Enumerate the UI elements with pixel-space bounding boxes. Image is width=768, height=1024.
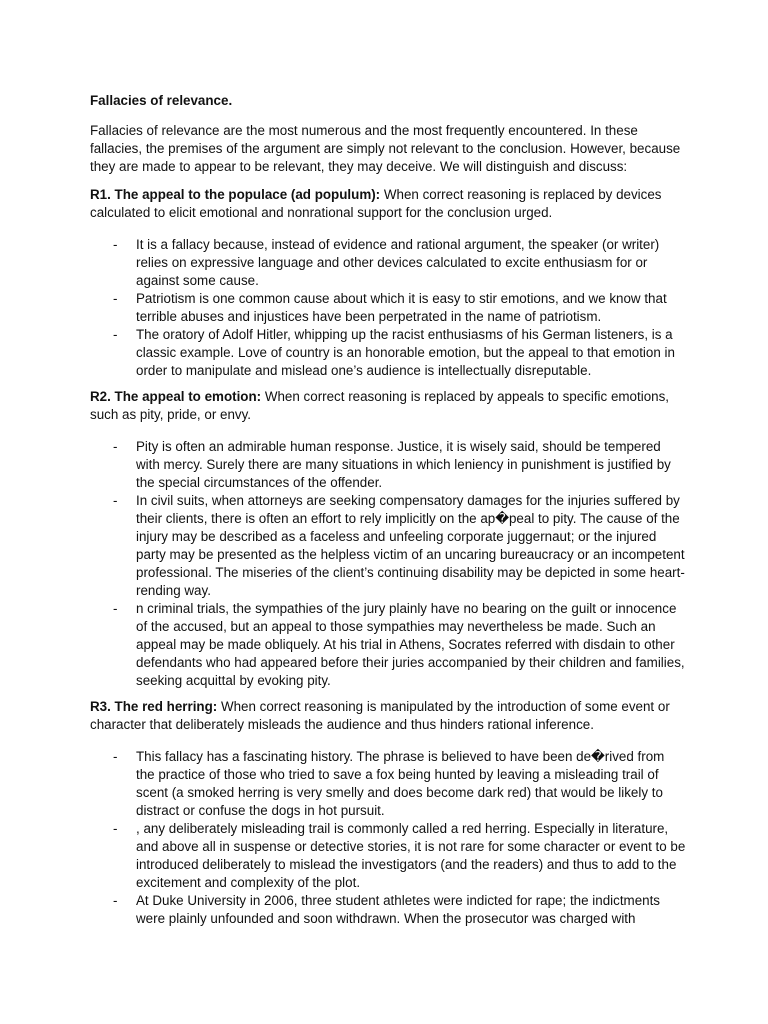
list-item — [90, 892, 686, 928]
section-heading: R3. The red herring: — [90, 699, 218, 714]
document-body — [90, 92, 686, 936]
list-item — [90, 290, 686, 326]
section-r1 — [90, 186, 686, 380]
section-heading-paragraph — [90, 186, 686, 222]
bullet-dash: - — [113, 821, 118, 836]
list-item-text: This fallacy has a fascinating history. The phrase is believed to have been de�rived from the practice of those who tried to save a fox being hunted by leaving a misleading trail of scent (a smoked herring is very smelly and does become dark red) that would be likely to distract or confuse the dogs in hot pursuit. — [136, 749, 665, 818]
section-heading-paragraph — [90, 698, 686, 734]
list-item-text: Pity is often an admirable human response. Justice, it is wisely said, should be tempered with mercy. Surely there are many situations in which leniency in punishment is justified by the special circumstances of the offender. — [136, 439, 671, 490]
section-heading: R2. The appeal to emotion: — [90, 389, 262, 404]
list-item — [90, 820, 686, 892]
list-item — [90, 438, 686, 492]
intro-paragraph: Fallacies of relevance are the most numerous and the most frequently encountered. In these fallacies, the premises of the argument are simply not relevant to the conclusion. However, because they are made to appear to be relevant, they may deceive. We will distinguish and discuss: — [90, 123, 681, 174]
list-item — [90, 492, 686, 600]
bullet-dash: - — [113, 893, 118, 908]
section-definition: When correct reasoning is replaced by appeals to specific emotions, such as pity, pride, or envy. — [90, 389, 670, 422]
list-item-text: n criminal trials, the sympathies of the jury plainly have no bearing on the guilt or innocence of the accused, but an appeal to those sympathies may nevertheless be made. Such an appeal may be made obliquely. At his trial in Athens, Socrates referred with disdain to other defendants who had appeared before their juries accompanied by their children and families, seeking acquittal by evoking pity. — [136, 601, 685, 688]
section-heading-paragraph — [90, 388, 686, 424]
bullet-dash: - — [113, 749, 118, 764]
list-item-text: The oratory of Adolf Hitler, whipping up the racist enthusiasms of his German listeners, is a classic example. Love of country is an honorable emotion, but the appeal to that emotion in order to manipulate and mislead one’s audience is intellectually disreputable. — [136, 327, 675, 378]
list-item — [90, 236, 686, 290]
bullet-dash: - — [113, 439, 118, 454]
section-definition: When correct reasoning is manipulated by the introduction of some event or character that deliberately misleads the audience and thus hinders rational inference. — [90, 699, 670, 732]
section-definition: When correct reasoning is replaced by devices calculated to elicit emotional and nonrational support for the conclusion urged. — [90, 187, 662, 220]
page-title: Fallacies of relevance. — [90, 93, 233, 108]
section-heading: R1. The appeal to the populace (ad populum): — [90, 187, 381, 202]
point-list — [90, 236, 686, 380]
bullet-dash: - — [113, 327, 118, 342]
bullet-dash: - — [113, 237, 118, 252]
list-item-text: Patriotism is one common cause about which it is easy to stir emotions, and we know that terrible abuses and injustices have been perpetrated in the name of patriotism. — [136, 291, 667, 324]
bullet-dash: - — [113, 601, 118, 616]
bullet-dash: - — [113, 291, 118, 306]
point-list — [90, 438, 686, 690]
list-item-text: In civil suits, when attorneys are seeking compensatory damages for the injuries suffered by their clients, there is often an effort to rely implicitly on the ap�peal to pity. The cause of the injury may be described as a faceless and unfeeling corporate juggernaut; or the injured party may be presented as the helpless victim of an uncaring bureaucracy or an incompetent professional. The miseries of the client’s continuing disability may be depicted in some heart-rending way. — [136, 493, 685, 598]
point-list — [90, 748, 686, 928]
list-item-text: At Duke University in 2006, three student athletes were indicted for rape; the indictments were plainly unfounded and soon withdrawn. When the prosecutor was charged with — [136, 893, 661, 926]
section-r2 — [90, 388, 686, 690]
list-item — [90, 600, 686, 690]
bullet-dash: - — [113, 493, 118, 508]
list-item — [90, 326, 686, 380]
list-item — [90, 748, 686, 820]
list-item-text: It is a fallacy because, instead of evidence and rational argument, the speaker (or writer) relies on expressive language and other devices calculated to excite enthusiasm for or against some cause. — [136, 237, 660, 288]
section-r3 — [90, 698, 686, 928]
list-item-text: , any deliberately misleading trail is commonly called a red herring. Especially in literature, and above all in suspense or detective stories, it is not rare for some character or event to be introduced deliberately to mislead the investigators (and the readers) and thus to add to the excitement and complexity of the plot. — [136, 821, 686, 890]
